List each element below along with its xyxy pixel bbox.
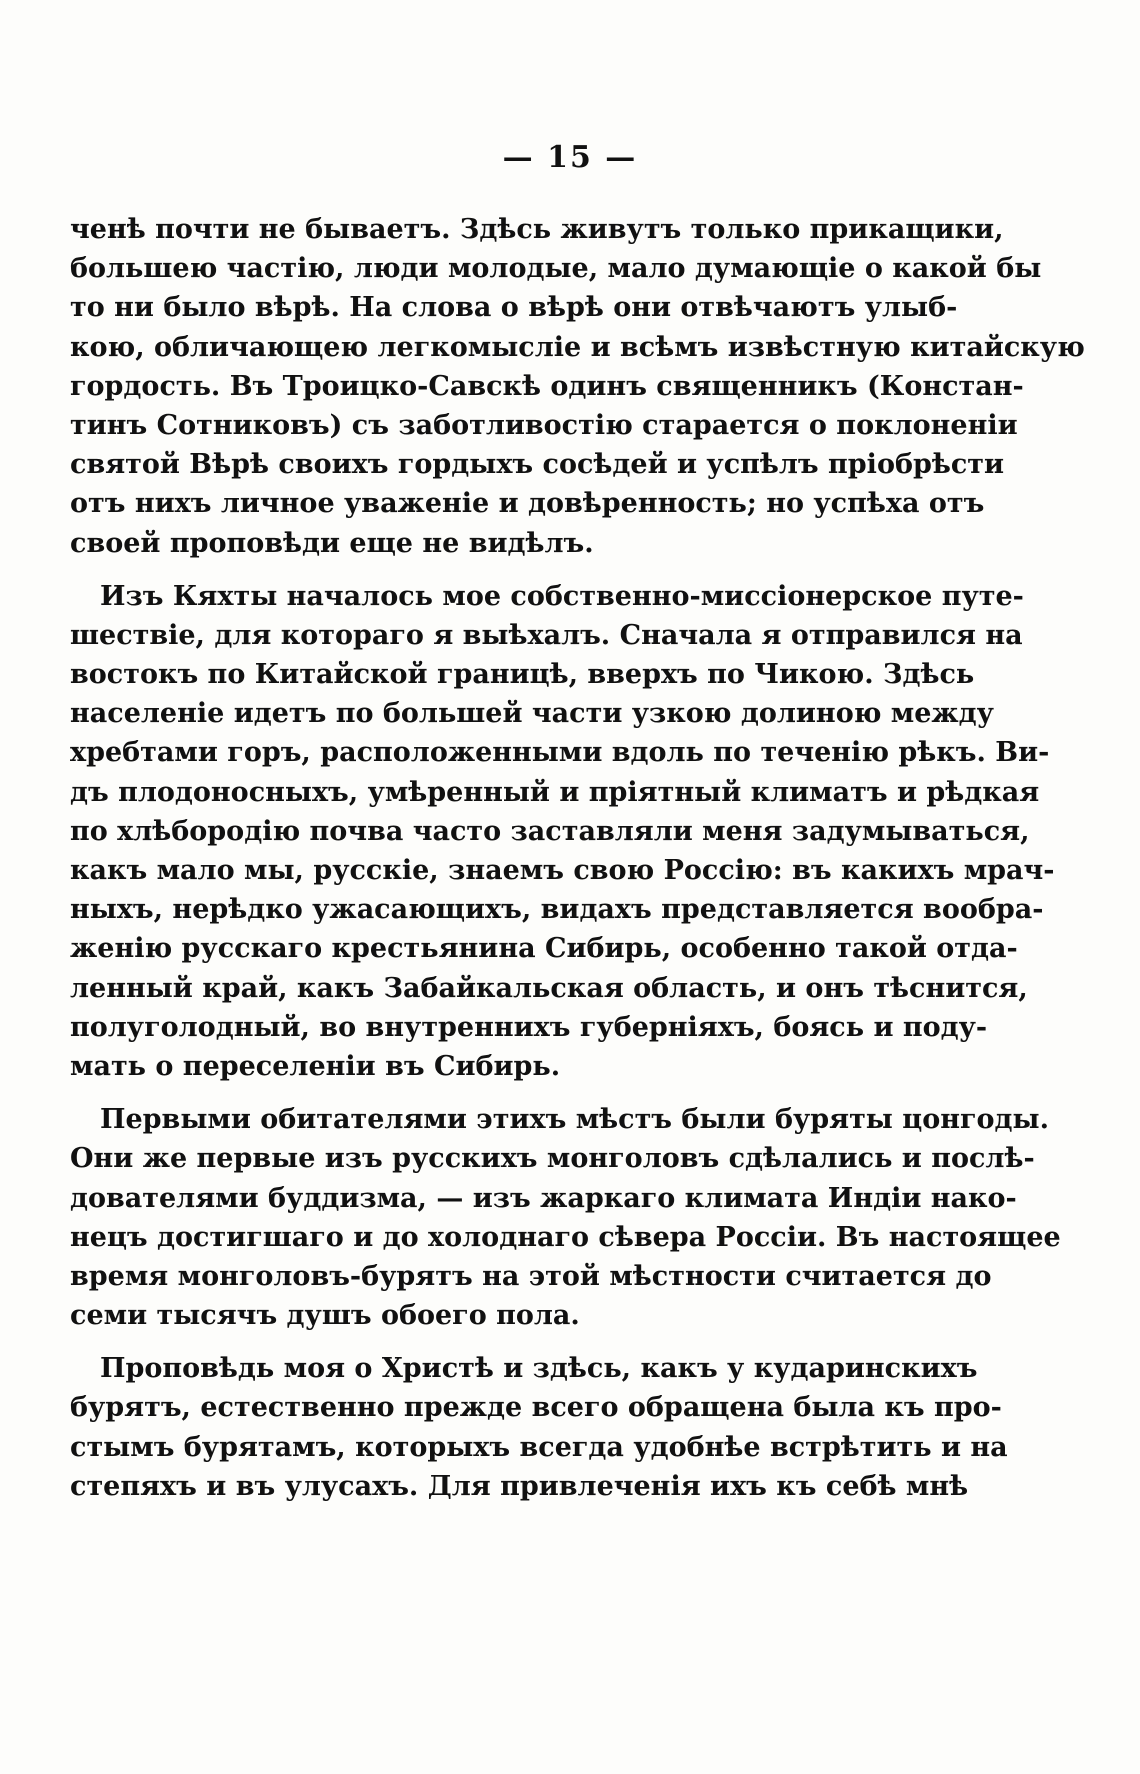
text-line: святой Вѣрѣ своихъ гордыхъ сосѣдей и успѣлъ пріобрѣсти (70, 449, 1005, 481)
paragraph-gap (70, 1335, 940, 1349)
paragraph-gap (70, 1086, 940, 1100)
text-line: то ни было вѣрѣ. На слова о вѣрѣ они отвѣчаютъ улыб- (70, 292, 958, 324)
text-line: ленный край, какъ Забайкальская область, и онъ тѣснится, (70, 972, 1028, 1004)
text-line: Изъ Кяхты началось мое собственно-миссіонерское путе- (100, 580, 1024, 612)
text-line: гордость. Въ Троицко-Савскѣ одинъ священникъ (Констан- (70, 370, 1024, 402)
text-line: ченѣ почти не бываетъ. Здѣсь живутъ только прикащики, (70, 214, 1004, 245)
text-line: востокъ по Китайской границѣ, вверхъ по Чикою. Здѣсь (70, 659, 975, 691)
text-line: женію русскаго крестьянина Сибирь, особенно такой отда- (70, 933, 1018, 965)
text-line: по хлѣбородію почва часто заставляли меня задумываться, (70, 815, 1030, 847)
text-line: хребтами горъ, расположенными вдоль по теченію рѣкъ. Ви- (70, 737, 1050, 769)
text-line: дъ плодоносныхъ, умѣренный и пріятный климатъ и рѣдкая (70, 776, 1040, 808)
paragraph (70, 577, 1055, 1086)
paragraph (70, 1349, 1008, 1506)
text-line: населеніе идетъ по большей части узкою долиною между (70, 698, 994, 730)
text-line: большею частію, люди молодые, мало думающіе о какой бы (70, 253, 1042, 285)
text-line: кою, обличающею легкомысліе и всѣмъ извѣстную китайскую (70, 331, 1085, 363)
paragraph-gap (70, 563, 940, 577)
text-line: стымъ бурятамъ, которыхъ всегда удобнѣе встрѣтить и на (70, 1431, 1008, 1463)
paragraph (70, 210, 1085, 563)
text-line: шествіе, для котораго я выѣхалъ. Сначала я отправился на (70, 619, 1023, 651)
text-line: ныхъ, нерѣдко ужасающихъ, видахъ представляется вообра- (70, 894, 1044, 926)
text-line: Они же первые изъ русскихъ монголовъ сдѣлались и послѣ- (70, 1143, 1035, 1175)
text-line: какъ мало мы, русскіе, знаемъ свою Россію: въ какихъ мрач- (70, 855, 1055, 886)
text-line: мать о переселеніи въ Сибирь. (70, 1050, 561, 1082)
text-line: Первыми обитателями этихъ мѣстъ были буряты цонгоды. (100, 1104, 1050, 1136)
text-line: нецъ достигшаго и до холоднаго сѣвера Россіи. Въ настоящее (70, 1221, 1061, 1253)
paragraph (70, 1100, 1061, 1335)
text-line: полуголодный, во внутреннихъ губерніяхъ, боясь и поду- (70, 1011, 988, 1043)
text-line: своей проповѣди еще не видѣлъ. (70, 527, 594, 559)
text-line: семи тысячъ душъ обоего пола. (70, 1300, 580, 1332)
text-line: Проповѣдь моя о Христѣ и здѣсь, какъ у кударинскихъ (100, 1353, 978, 1385)
text-line: степяхъ и въ улусахъ. Для привлеченія ихъ къ себѣ мнѣ (70, 1470, 969, 1502)
text-line: время монголовъ-бурятъ на этой мѣстности считается до (70, 1260, 992, 1292)
text-line: отъ нихъ личное уваженіе и довѣренность; но успѣха отъ (70, 488, 985, 520)
text-line: бурятъ, естественно прежде всего обращена была къ про- (70, 1392, 1002, 1424)
text-line: дователями буддизма, — изъ жаркаго климата Индіи нако- (70, 1182, 1017, 1214)
page-number: — 15 — (502, 140, 638, 175)
body-text (70, 210, 1085, 1506)
text-line: тинъ Сотниковъ) съ заботливостію старается о поклоненіи (70, 409, 1018, 441)
